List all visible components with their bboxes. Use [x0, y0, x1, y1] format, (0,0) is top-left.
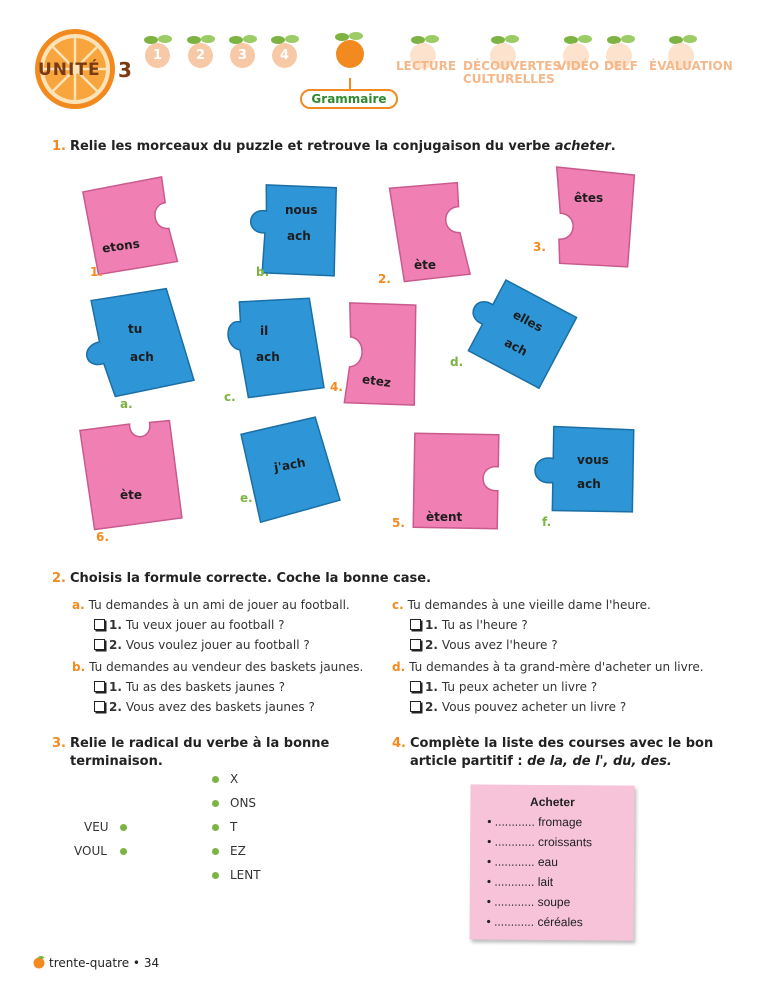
- nav-number: 4: [272, 43, 297, 68]
- checkbox[interactable]: [410, 639, 421, 650]
- piece-label: e.: [240, 491, 253, 505]
- piece-text: etez: [361, 372, 392, 390]
- connect-dot[interactable]: [212, 872, 219, 879]
- unit-number: 3: [118, 58, 132, 82]
- option-b2[interactable]: 2. Vous avez des baskets jaunes ?: [94, 700, 315, 714]
- nav-lesson-3[interactable]: [230, 43, 255, 68]
- list-item[interactable]: • ............ céréales: [486, 914, 583, 930]
- list-item[interactable]: • ............ eau: [486, 854, 558, 870]
- checkbox[interactable]: [94, 701, 105, 712]
- nav-lesson-1[interactable]: [145, 43, 170, 68]
- checkbox[interactable]: [94, 619, 105, 630]
- question-b: b. Tu demandes au vendeur des baskets jaunes.: [72, 660, 364, 674]
- piece-text: ach: [256, 350, 280, 364]
- list-title: Acheter: [530, 794, 575, 810]
- verb: acheter: [554, 139, 611, 154]
- option-d1[interactable]: 1. Tu peux acheter un livre ?: [410, 680, 597, 694]
- nav-video[interactable]: VIDÉO: [557, 59, 600, 73]
- exercise-number: 4.: [392, 736, 406, 751]
- nav-decouvertes[interactable]: DÉCOUVERTES CULTURELLES: [463, 59, 562, 86]
- checkbox[interactable]: [410, 681, 421, 692]
- exercise-4-title: [392, 735, 713, 771]
- checkbox[interactable]: [94, 639, 105, 650]
- piece-label: f.: [542, 515, 552, 529]
- radical-veu: VEU: [84, 820, 109, 834]
- connect-dot[interactable]: [120, 824, 127, 831]
- current-section-label[interactable]: Grammaire: [300, 89, 398, 109]
- option-a1[interactable]: 1. Tu veux jouer au football ?: [94, 618, 284, 632]
- option-c2[interactable]: 2. Vous avez l'heure ?: [410, 638, 558, 652]
- nav-number: 1: [145, 43, 170, 68]
- question-d: d. Tu demandes à ta grand-mère d'acheter un livre.: [392, 660, 704, 674]
- piece-label: 6.: [96, 530, 109, 544]
- ending-lent: LENT: [230, 868, 261, 882]
- checkbox[interactable]: [94, 681, 105, 692]
- ending-ez: EZ: [230, 844, 246, 858]
- connect-dot[interactable]: [120, 848, 127, 855]
- piece-text: ach: [577, 477, 601, 491]
- ending-x: X: [230, 772, 239, 786]
- option-b1[interactable]: 1. Tu as des baskets jaunes ?: [94, 680, 285, 694]
- ending-ons: ONS: [230, 796, 257, 810]
- checkbox[interactable]: [410, 619, 421, 630]
- piece-text: ète: [414, 258, 437, 272]
- list-item[interactable]: • ............ soupe: [486, 894, 571, 910]
- shopping-list-card: [469, 784, 634, 940]
- piece-text: ach: [287, 229, 311, 243]
- nav-delf[interactable]: DELF: [604, 59, 639, 73]
- exercise-instruction: Choisis la formule correcte. Coche la bonne case.: [69, 571, 432, 586]
- option-d2[interactable]: 2. Vous pouvez acheter un livre ?: [410, 700, 626, 714]
- connect-dot[interactable]: [212, 848, 219, 855]
- piece-text: nous: [285, 203, 318, 217]
- nav-lecture[interactable]: LECTURE: [396, 59, 457, 73]
- option-c1[interactable]: 1. Tu as l'heure ?: [410, 618, 528, 632]
- ending-t: T: [230, 820, 238, 834]
- question-c: c. Tu demandes à une vieille dame l'heure.: [392, 598, 651, 612]
- piece-text: ète: [120, 488, 143, 502]
- piece-label: d.: [450, 355, 464, 369]
- piece-text: il: [260, 324, 269, 338]
- piece-text: j'ach: [273, 455, 307, 475]
- piece-label: a.: [120, 397, 133, 411]
- unit-label: UNITÉ: [38, 60, 101, 80]
- orange-icon: [32, 955, 46, 969]
- piece-text: ètent: [426, 510, 463, 524]
- connect-dot[interactable]: [212, 776, 219, 783]
- nav-evaluation[interactable]: ÉVALUATION: [649, 59, 733, 73]
- list-item[interactable]: • ............ lait: [486, 874, 554, 890]
- connect-dot[interactable]: [212, 824, 219, 831]
- piece-text: elles: [510, 307, 546, 335]
- piece-text: ach: [502, 335, 530, 359]
- page-number: trente-quatre • 34: [49, 956, 160, 970]
- piece-text: ach: [130, 350, 154, 364]
- option-a2[interactable]: 2. Vous voulez jouer au football ?: [94, 638, 310, 652]
- piece-text: tu: [128, 322, 143, 336]
- connect-dot[interactable]: [212, 800, 219, 807]
- list-item[interactable]: • ............ croissants: [487, 834, 593, 850]
- piece-label: 1.: [90, 265, 103, 279]
- exercise-1-title: 1. Relie les morceaux du puzzle et retrouve la conjugaison du verbe acheter.: [52, 139, 616, 154]
- piece-text: etons: [101, 236, 141, 256]
- piece-label: 5.: [392, 516, 405, 530]
- exercise-2-title: [52, 570, 431, 588]
- checkbox[interactable]: [410, 701, 421, 712]
- exercise-3-title: [52, 735, 329, 771]
- piece-label: 3.: [533, 240, 546, 254]
- current-dot: [336, 40, 364, 68]
- exercise-number: 1.: [52, 139, 66, 154]
- piece-text: êtes: [574, 191, 604, 205]
- piece-label: 2.: [378, 272, 391, 286]
- nav-number: 3: [230, 43, 255, 68]
- piece-label: c.: [224, 390, 236, 404]
- nav-lesson-4[interactable]: [272, 43, 297, 68]
- exercise-instruction-cont: article partitif :: [410, 754, 528, 769]
- radical-voul: VOUL: [74, 844, 107, 858]
- exercise-instruction-cont: terminaison.: [70, 754, 163, 769]
- list-item[interactable]: • ............ fromage: [487, 814, 583, 830]
- exercise-instruction: Relie les morceaux du puzzle et retrouve la conjugaison du verbe: [69, 139, 555, 154]
- partitive-articles: de la, de l', du, des.: [527, 754, 672, 769]
- exercise-instruction: Relie le radical du verbe à la bonne: [69, 736, 330, 751]
- piece-label: 4.: [330, 380, 343, 394]
- page-footer: [32, 955, 159, 970]
- exercise-number: 3.: [52, 736, 66, 751]
- exercise-instruction: Complète la liste des courses avec le bon: [409, 736, 714, 751]
- question-a: a. Tu demandes à un ami de jouer au football.: [72, 598, 350, 612]
- nav-lesson-2[interactable]: [188, 43, 213, 68]
- nav-number: 2: [188, 43, 213, 68]
- nav-grammar-current[interactable]: [336, 40, 364, 68]
- piece-text: vous: [577, 453, 609, 467]
- exercise-number: 2.: [52, 571, 66, 586]
- piece-label: b.: [256, 265, 270, 279]
